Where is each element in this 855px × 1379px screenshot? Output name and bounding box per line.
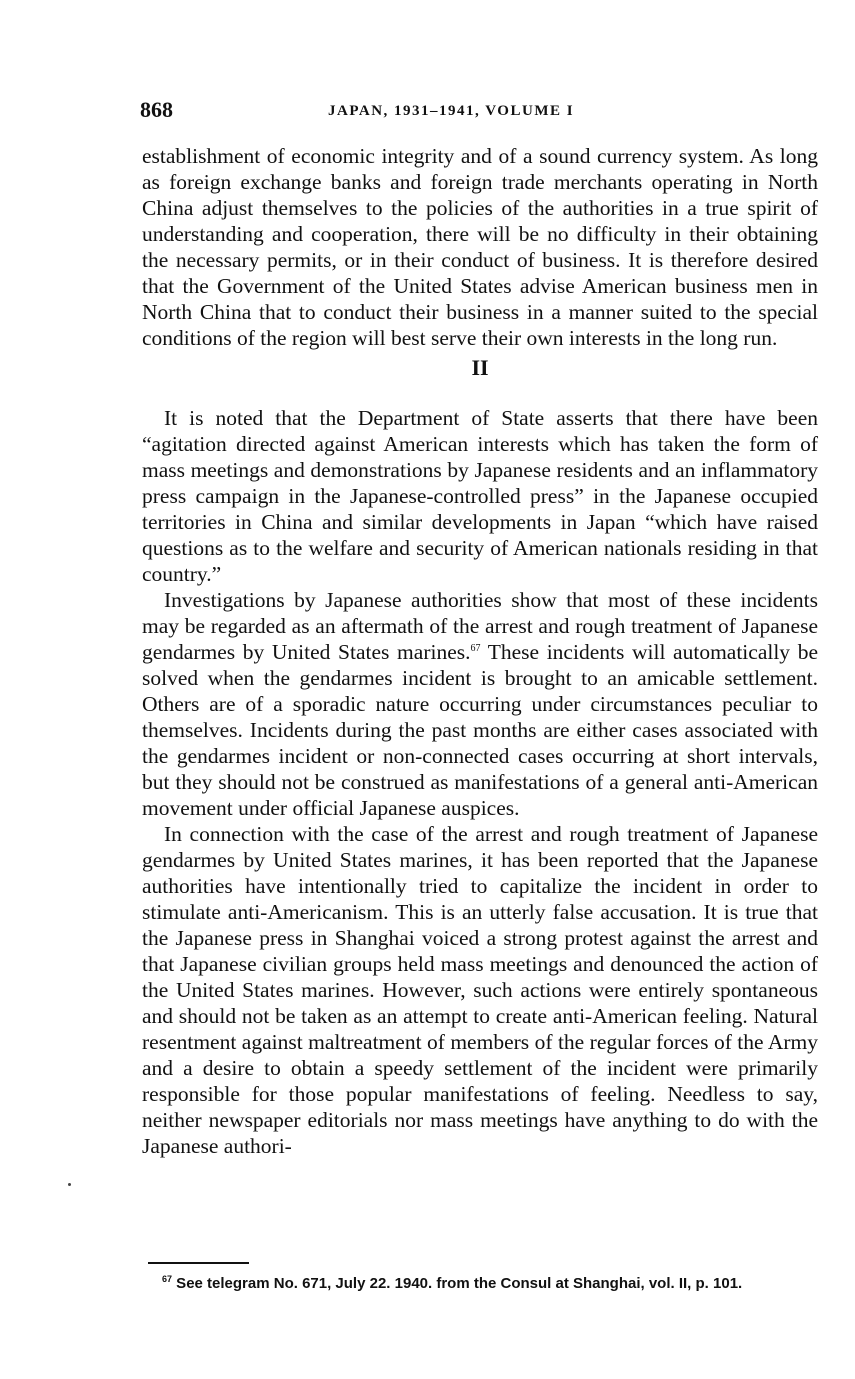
footnote [162,1275,822,1292]
paragraph-investigations-text-b: These incidents will automatically be solved when the gendarmes incident is brought to an amicable settlement. Others are of a sporadic nature occurring under circumstances peculiar to themselves. Incidents during the past months are either cases associated with the gendarmes incident or non-connected cases occurring at short intervals, but they should not be construed as manifestations of a general anti-American movement under official Japanese auspices. [142,640,818,820]
page-header [140,97,816,127]
footnote-marker: 67 [162,1274,173,1284]
section-heading: II [471,355,489,380]
footnote-text: See telegram No. 671, July 22. 1940. from the Consul at Shanghai, vol. II, p. 101. [172,1275,743,1292]
page-number: 868 [140,97,173,122]
footnote-reference[interactable]: 67 [470,642,481,654]
paragraph-investigations [142,587,818,821]
paragraph-investigations-text-a: Investigations by Japanese authorities show that most of these incidents may be regarded as an aftermath of the arrest and rough treatment of Japanese gendarmes by United States marines. [142,588,818,664]
paragraph-gendarmes-case: In connection with the case of the arrest and rough treatment of Japanese gendarmes by United States marines, it has been reported that the Japanese authorities have intentionally tried to capitalize the incident in order to stimulate anti-Americanism. This is an utterly false accusation. It is true that the Japanese press in Shanghai voiced a strong protest against the arrest and that Japanese civilian groups held mass meetings and denounced the action of the United States marines. However, such actions were entirely spontaneous and should not be taken as an attempt to create anti-American feeling. Natural resentment against maltreatment of members of the regular forces of the Army and a desire to obtain a speedy settlement of the incident were primarily responsible for those popular manifestations of feeling. Needless to say, neither newspaper editorials nor mass meetings have anything to do with the Japanese authori- [142,822,818,1158]
paragraph-department-of-state: It is noted that the Department of State asserts that there have been “agitation directed against American interests which has taken the form of mass meetings and demonstrations by Japanese residents and an inflammatory press campaign in the Japanese-controlled press” in the Japanese occupied territories in China and similar developments in Japan “which have raised questions as to the welfare and security of American nationals residing in that country.” [142,406,818,586]
footnote-divider [148,1262,249,1264]
body-text [142,143,818,1159]
running-title: JAPAN, 1931–1941, VOLUME I [328,103,575,119]
paragraph-continuation: establishment of economic integrity and of a sound currency system. As long as foreign exchange banks and foreign trade merchants operating in North China adjust themselves to the policies of the authorities in a true spirit of understanding and cooperation, there will be no difficulty in their obtaining the necessary permits, or in their conduct of business. It is therefore desired that the Government of the United States advise American business men in North China that to conduct their business in a manner suited to the special conditions of the region will best serve their own interests in the long run. [142,144,818,350]
scan-speck [68,1183,71,1186]
